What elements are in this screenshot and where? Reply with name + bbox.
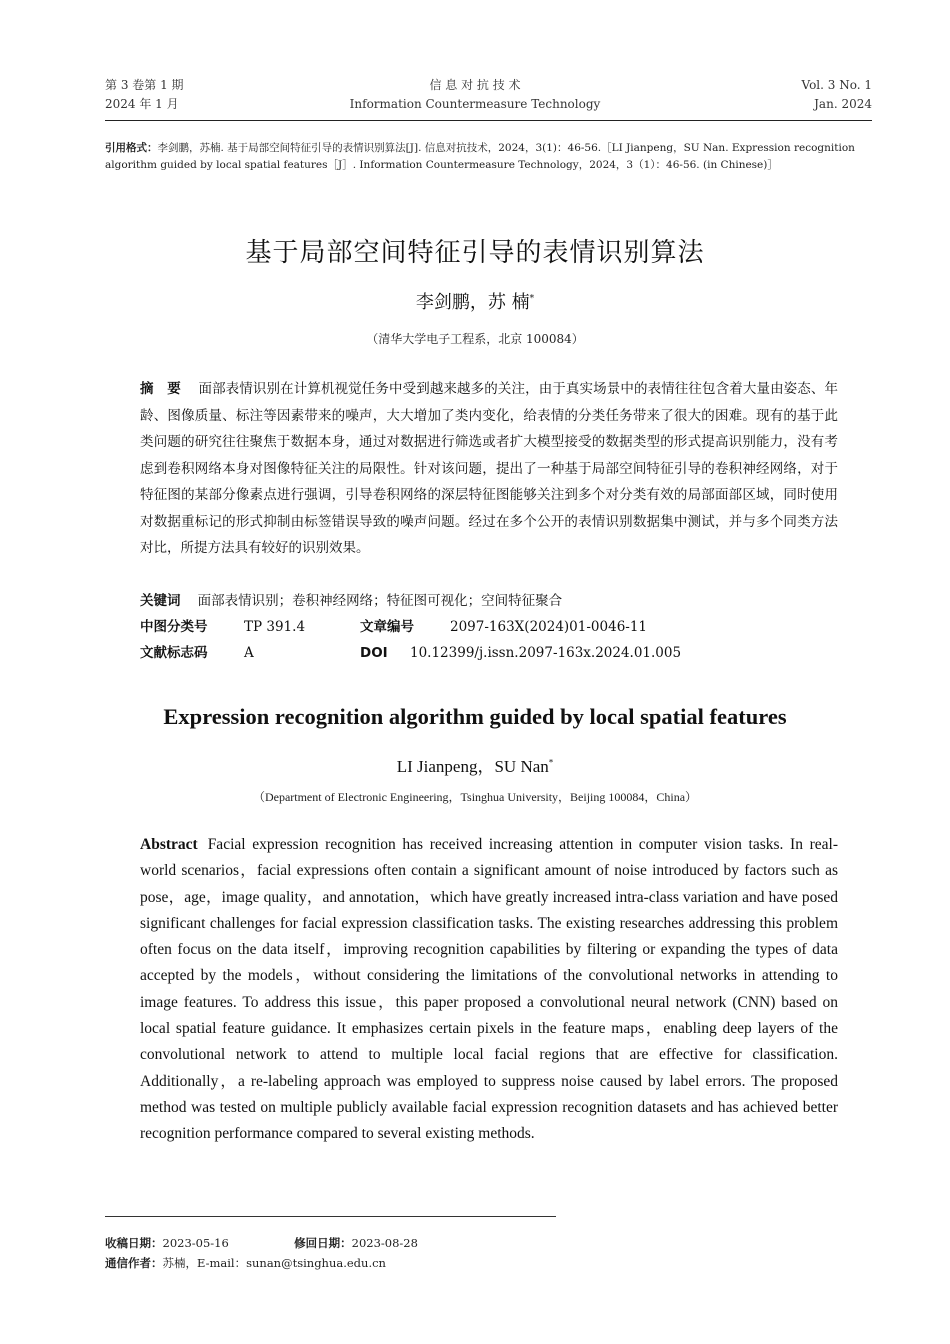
- dates-footnote: [105, 1234, 418, 1252]
- citation-text: 李剑鹏，苏楠. 基于局部空间特征引导的表情识别算法[J]. 信息对抗技术，2024，3(1)：46-56.［LI Jianpeng，SU Nan. Expression recognition algorithm guided by local spatial features［J］. Information Countermeasure Technology，2024，3（1）：46-56. (in Chinese)］: [105, 142, 855, 171]
- chinese-affiliation: （清华大学电子工程系，北京 100084）: [366, 332, 584, 346]
- header-volume: 第 3 卷第 1 期: [105, 78, 184, 92]
- received-label: 收稿日期：: [105, 1236, 163, 1250]
- chinese-title: 基于局部空间特征引导的表情识别算法: [245, 238, 705, 268]
- corresponding-label: 通信作者：: [105, 1256, 163, 1270]
- english-abstract-text: Facial expression recognition has received increasing attention in computer vision tasks. In real-world scenarios，facial expressions often contain a significant amount of noise introduced by factors such as pose，age，image quality，and annotation，which have greatly increased intra-class variation and have posed significant challenges for facial expression classification tasks. The existing researches addressing this problem often focus on the data itself，improving recognition capabilities by filtering or expanding the types of data accepted by the models，without considering the limitations of the convolutional networks in attending to image features. To address this issue，this paper proposed a convolutional neural network (CNN) based on local spatial feature guidance. It emphasizes certain pixels in the feature maps，enabling deep layers of the convolutional network to attend to multiple local facial regions that are effective for classification. Additionally，a re-labeling approach was employed to suppress noise caused by label errors. The proposed method was tested on multiple publicly available facial expression recognition datasets and has achieved better recognition performance compared to several existing methods.: [140, 836, 838, 1143]
- header-divider: [105, 120, 872, 121]
- footnote-divider: [105, 1216, 556, 1217]
- english-abstract-label: Abstract: [140, 836, 198, 853]
- article-number-value: 2097-163X(2024)01-0046-11: [450, 619, 648, 635]
- doi-value: 10.12399/j.issn.2097-163x.2024.01.005: [410, 645, 682, 661]
- chinese-author-names: 李剑鹏，苏 楠: [415, 292, 530, 313]
- chinese-authors: [0, 288, 950, 314]
- keywords-text: 面部表情识别；卷积神经网络；特征图可视化；空间特征聚合: [197, 593, 563, 609]
- citation-block: [105, 140, 873, 174]
- clc-label: 中图分类号: [140, 619, 208, 635]
- english-corresponding-mark: *: [548, 757, 554, 768]
- corresponding-mark: *: [529, 294, 535, 304]
- header-right: [802, 76, 872, 114]
- corresponding-footnote: [105, 1254, 386, 1272]
- english-authors: [0, 752, 950, 777]
- doc-code-value: A: [244, 645, 254, 661]
- revised-label: 修回日期：: [294, 1236, 352, 1250]
- clc-value: TP 391.4: [244, 619, 306, 635]
- citation-label: 引用格式：: [105, 142, 158, 154]
- english-author-names: LI Jianpeng，SU Nan: [396, 757, 549, 776]
- keywords-label: 关键词: [140, 593, 181, 609]
- doc-code-label: 文献标志码: [140, 645, 208, 661]
- chinese-abstract: [140, 376, 838, 562]
- journal-name-en: Information Countermeasure Technology: [349, 97, 601, 111]
- article-number-label: 文章编号: [360, 619, 414, 635]
- revised-date: 2023-08-28: [351, 1236, 418, 1250]
- header-date-cn: 2024 年 1 月: [105, 97, 179, 111]
- chinese-abstract-label: 摘 要: [140, 381, 181, 397]
- english-abstract: [140, 832, 838, 1148]
- header-volume-en: Vol. 3 No. 1: [801, 78, 872, 92]
- english-title: Expression recognition algorithm guided by local spatial features: [163, 704, 787, 729]
- header-date-en: Jan. 2024: [814, 97, 872, 111]
- keywords-row: [140, 590, 840, 612]
- chinese-abstract-text: 面部表情识别在计算机视觉任务中受到越来越多的关注，由于真实场景中的表情往往包含着大量由姿态、年龄、图像质量、标注等因素带来的噪声，大大增加了类内变化，给表情的分类任务带来了很大的困难。现有的基于此类问题的研究往往聚焦于数据本身，通过对数据进行筛选或者扩大模型接受的数据类型的形式提高识别能力，没有考虑到卷积网络本身对图像特征关注的局限性。针对该问题，提出了一种基于局部空间特征引导的卷积神经网络，对于特征图的某部分像素点进行强调，引导卷积网络的深层特征图能够关注到多个对分类有效的局部面部区域，同时使用对数据重标记的形式抑制由标签错误导致的噪声问题。经过在多个公开的表情识别数据集中测试，并与多个同类方法对比，所提方法具有较好的识别效果。: [140, 381, 839, 556]
- received-date: 2023-05-16: [162, 1236, 229, 1250]
- journal-name-cn: 信 息 对 抗 技 术: [429, 78, 521, 92]
- english-affiliation: （Department of Electronic Engineering，Tsinghua University，Beijing 100084，China）: [252, 790, 698, 804]
- doi-label: DOI: [360, 645, 388, 661]
- corresponding-info: 苏楠，E-mail：sunan@tsinghua.edu.cn: [162, 1256, 386, 1270]
